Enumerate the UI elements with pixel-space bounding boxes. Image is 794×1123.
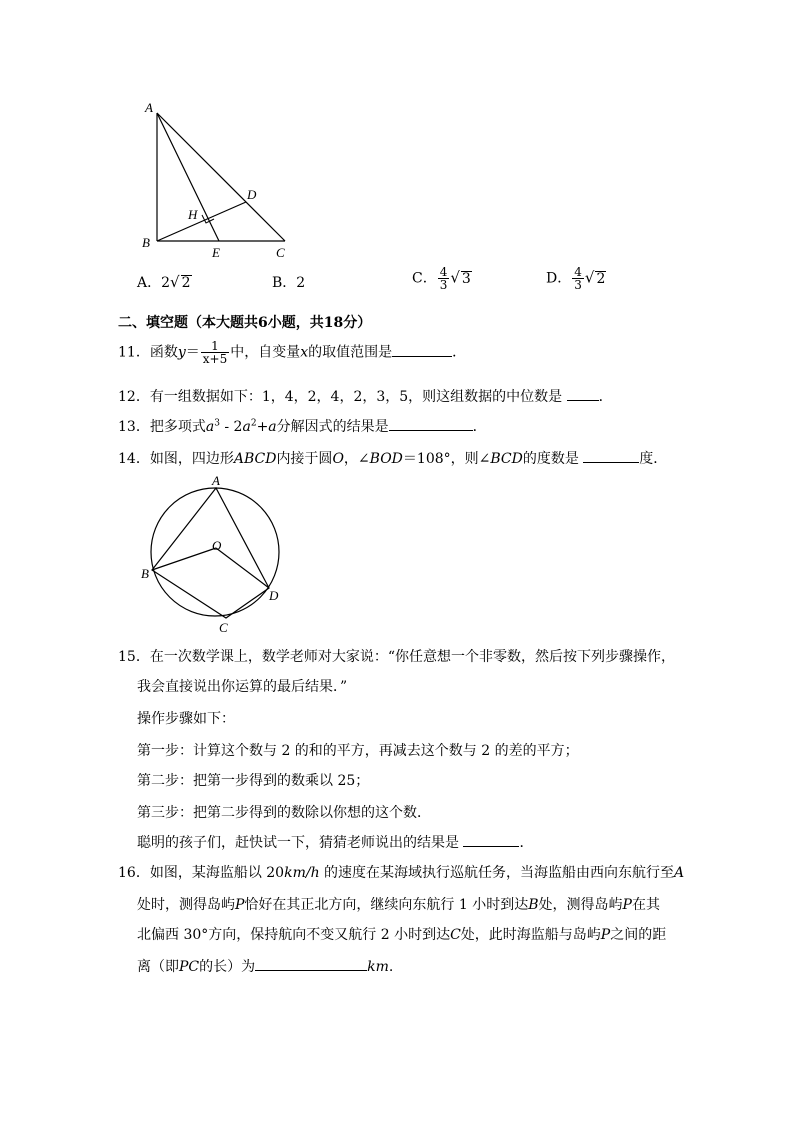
label-O2: O xyxy=(212,538,222,553)
question-15-line7: 聪明的孩子们，赶快试一下，猜猜老师说出的结果是 ． xyxy=(137,832,533,852)
label-B2: B xyxy=(141,566,149,581)
question-16-line1: 16．如图，某海监船以 20km/h 的速度在某海域执行巡航任务，当海监船由西向东航行至A xyxy=(118,865,685,881)
answer-blank-12[interactable] xyxy=(567,386,599,401)
label-D: D xyxy=(247,187,257,202)
question-13: 13．把多项式$a^3 - 2a^2+a$分解因式的结果是 ． xyxy=(118,416,487,436)
label-A: A xyxy=(145,100,153,115)
circle-figure xyxy=(130,472,300,637)
section-title: 二、填空题（本大题共6小题，共18分） xyxy=(118,315,372,331)
label-C: C xyxy=(276,245,285,260)
question-14: 14．如图，四边形ABCD内接于圆O，∠BOD＝108°，则∠BCD的度数是 度． xyxy=(118,448,667,468)
question-11: 11．函数y＝ $\frac{1}{x+5}$ 中，自变量x的取值范围是 ． xyxy=(118,339,467,366)
label-H: H xyxy=(188,207,198,222)
question-15-line4: 第一步：计算这个数与 2 的和的平方，再减去这个数与 2 的差的平方； xyxy=(137,743,579,759)
question-15-line6: 第三步：把第二步得到的数除以你想的这个数． xyxy=(137,805,431,821)
question-15-line3: 操作步骤如下： xyxy=(137,711,235,727)
question-15-line1: 15．在一次数学课上，数学老师对大家说：“你任意想一个非零数，然后按下列步骤操作， xyxy=(118,649,675,665)
question-15-line2: 我会直接说出你运算的最后结果．” xyxy=(137,679,348,695)
choice-d: D． $\frac{4}{3}$ √ 2 xyxy=(546,265,606,292)
triangle-figure xyxy=(130,95,310,265)
question-16-line3: 北偏西 30°方向，保持航向不变又航行 2 小时到达C处，此时海监船与岛屿P之间的距 xyxy=(137,927,667,943)
answer-blank-15[interactable] xyxy=(463,832,519,847)
label-E: E xyxy=(212,245,220,260)
answer-blank-13[interactable] xyxy=(389,416,473,431)
choice-b: B．2 xyxy=(272,275,306,291)
answer-blank-11[interactable] xyxy=(392,342,452,357)
question-12: 12．有一组数据如下：1，4，2，4，2，3，5，则这组数据的中位数是 ． xyxy=(118,386,613,406)
choice-c: C． $\frac{4}{3}$ √ 3 xyxy=(412,265,471,292)
label-B: B xyxy=(142,235,150,250)
question-15-line5: 第二步：把第一步得到的数乘以 25； xyxy=(137,773,370,789)
answer-blank-14[interactable] xyxy=(583,448,639,463)
answer-blank-16[interactable] xyxy=(255,956,367,971)
label-C2: C xyxy=(219,620,228,635)
question-16-line2: 处时，测得岛屿P恰好在其正北方向，继续向东航行 1 小时到达B处，测得岛屿P在其 xyxy=(137,897,660,913)
label-A2: A xyxy=(212,473,220,488)
question-16-line4: 离（即PC的长）为 km. xyxy=(137,956,393,976)
choice-a: A．2√ 2 xyxy=(137,273,191,291)
label-D2: D xyxy=(269,588,279,603)
